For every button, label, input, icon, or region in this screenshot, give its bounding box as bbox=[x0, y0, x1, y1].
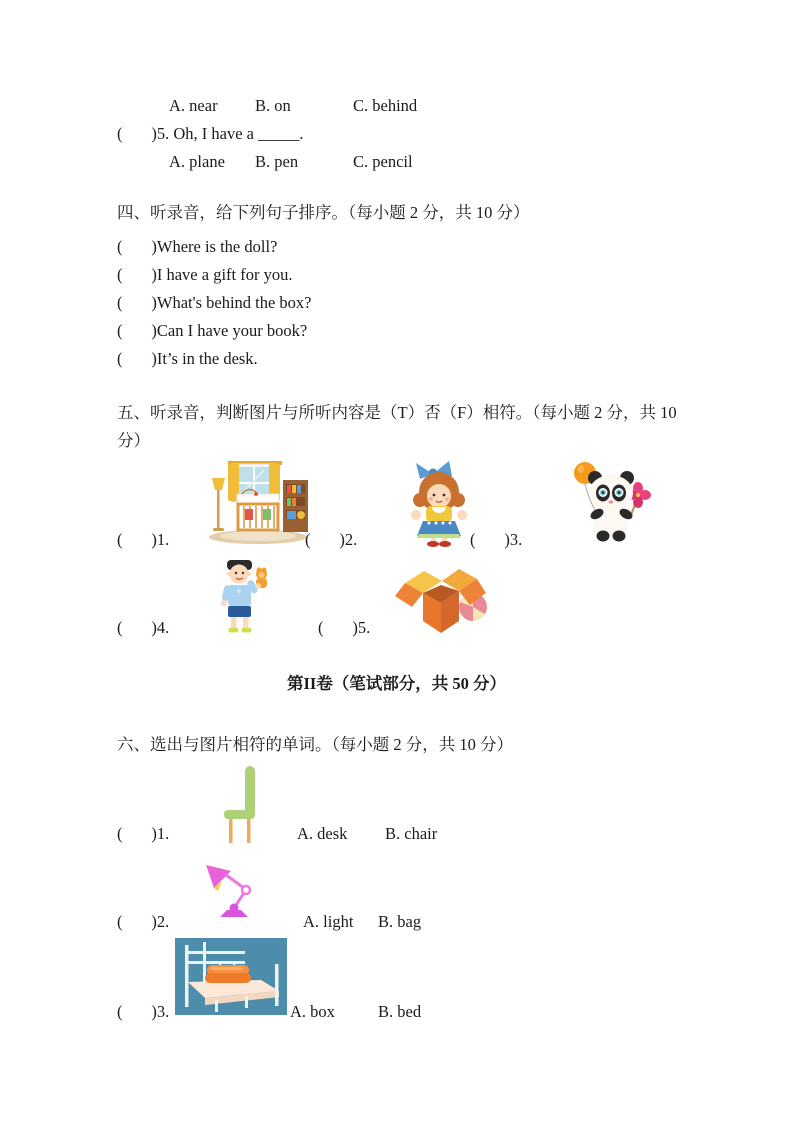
section6-item2-option-a: A. light bbox=[303, 912, 354, 931]
open-box-with-ball-image bbox=[393, 558, 491, 636]
desk-lamp-image bbox=[200, 861, 266, 919]
section5-title-line2: 分） bbox=[117, 431, 150, 450]
section6-label-3: ( )3. bbox=[117, 1002, 170, 1021]
section6-item1-option-a: A. desk bbox=[297, 824, 348, 843]
section6-item1-option-b: B. chair bbox=[385, 824, 438, 843]
part2-header: 第II卷（笔试部分，共 50 分） bbox=[286, 674, 507, 693]
q5-option-a: A. plane bbox=[169, 152, 225, 171]
section5-title-line1: 五、听录音，判断图片与所听内容是（T）否（F）相符。（每小题 2 分，共 10 bbox=[117, 403, 677, 422]
section6-label-2: ( )2. bbox=[117, 912, 170, 931]
section6-item3-option-a: A. box bbox=[290, 1002, 335, 1021]
q4-option-a: A. near bbox=[169, 96, 218, 115]
section4-item-3: ( )What's behind the box? bbox=[117, 293, 312, 312]
chair-image bbox=[222, 764, 258, 844]
q4-option-b: B. on bbox=[255, 96, 291, 115]
section6-item3-option-b: B. bed bbox=[378, 1002, 422, 1021]
boy-with-teddy-bear-image bbox=[212, 558, 268, 636]
section4-item-2: ( )I have a gift for you. bbox=[117, 265, 293, 284]
section5-label-5: ( )5. bbox=[318, 618, 371, 637]
section4-item-1: ( )Where is the doll? bbox=[117, 237, 278, 256]
section6-title: 六、选出与图片相符的单词。（每小题 2 分，共 10 分） bbox=[117, 735, 513, 754]
section6-label-1: ( )1. bbox=[117, 824, 170, 843]
q5-option-c: C. pencil bbox=[353, 152, 413, 171]
q4-option-c: C. behind bbox=[353, 96, 418, 115]
section5-label-4: ( )4. bbox=[117, 618, 170, 637]
panda-with-balloon-image bbox=[570, 457, 652, 545]
section6-item2-option-b: B. bag bbox=[378, 912, 422, 931]
section4-item-4: ( )Can I have your book? bbox=[117, 321, 308, 340]
q5-stem: ( )5. Oh, I have a _____. bbox=[117, 124, 304, 143]
doll-image bbox=[403, 457, 475, 547]
q5-option-b: B. pen bbox=[255, 152, 299, 171]
section5-label-1: ( )1. bbox=[117, 530, 170, 549]
nursery-room-image bbox=[204, 458, 312, 546]
section4-title: 四、听录音，给下列句子排序。（每小题 2 分，共 10 分） bbox=[117, 203, 530, 222]
bed-image bbox=[175, 938, 287, 1015]
section5-label-3: ( )3. bbox=[470, 530, 523, 549]
section4-item-5: ( )It’s in the desk. bbox=[117, 349, 258, 368]
section5-label-2: ( )2. bbox=[305, 530, 358, 549]
